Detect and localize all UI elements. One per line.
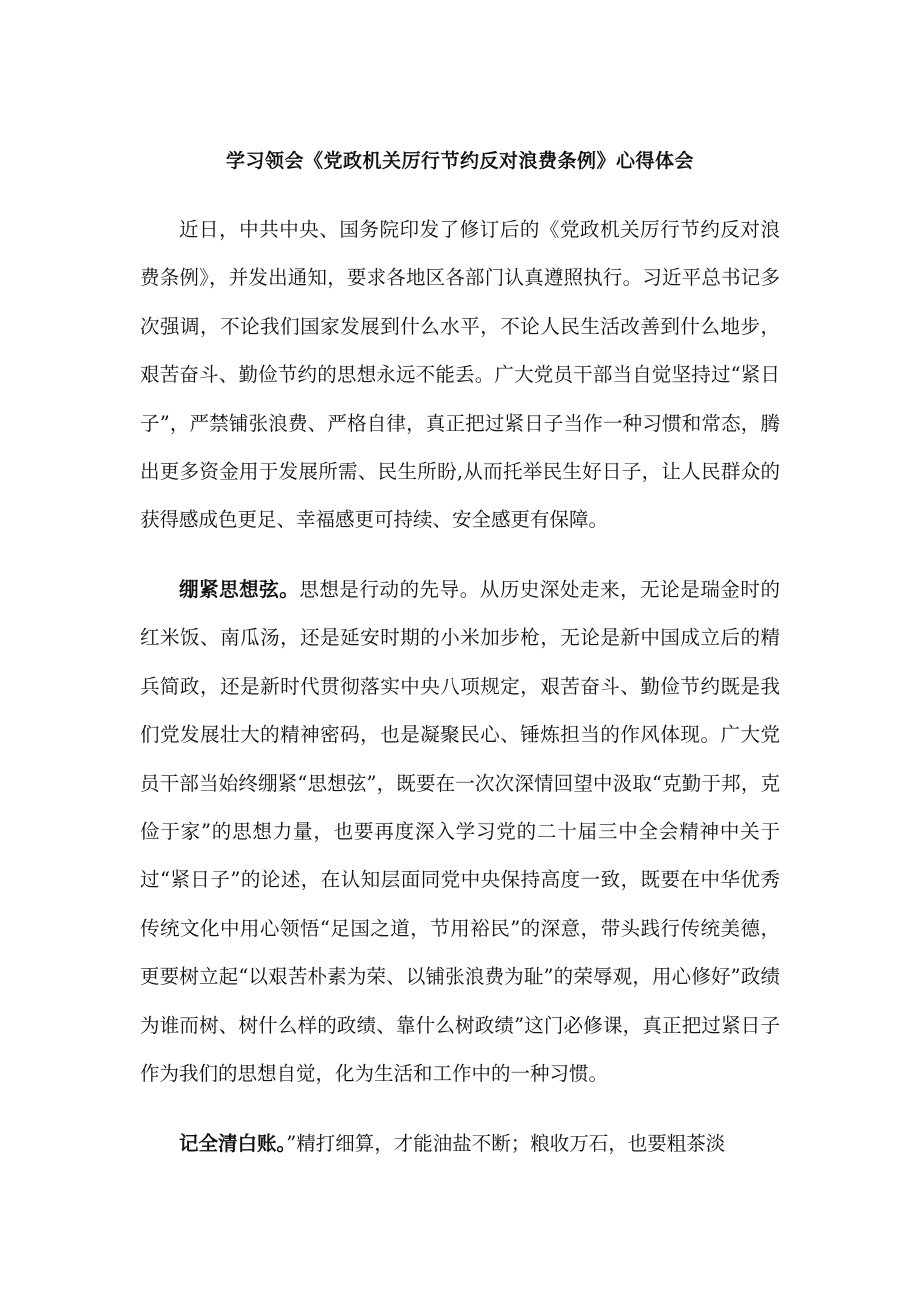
document-title: 学习领会《党政机关厉行节约反对浪费条例》心得体会 — [225, 150, 694, 172]
paragraph-lead: 记全清白账。 — [179, 1132, 287, 1155]
paragraph-body: ”精打细算，才能油盐不断；粮收万石，也要粗茶淡 — [286, 1132, 726, 1155]
paragraph-body: 思想是行动的先导。从历史深处走来，无论是瑞金时的红米饭、南瓜汤，还是延安时期的小米加步枪，无论是新中国成立后的精兵简政，还是新时代贯彻落实中央八项规定，艰苦奋斗、勤俭节约既是我们党发展壮大的精神密码，也是凝聚民心、锤炼担当的作风体现。广大党员干部当始终绷紧“思想弦”，既要在一次次深情回望中汲取“克勤于邦，克俭于家”的思想力量，也要再度深入学习党的二十届三中全会精神中关于过“紧日子”的论述，在认知层面同党中央保持高度一致，既要在中华优秀传统文化中用心领悟“足国之道，节用裕民”的深意，带头践行传统美德，更要树立起“以艰苦朴素为荣、以铺张浪费为耻”的荣辱观，用心修好”政绩为谁而树、树什么样的政绩、靠什么树政绩”这门必修课，真正把过紧日子作为我们的思想自觉，化为生活和工作中的一种习惯。 — [140, 578, 780, 1086]
paragraph-clear-accounts — [140, 1120, 780, 1168]
paragraph-intro — [140, 206, 780, 545]
paragraph-body: 近日，中共中央、国务院印发了修订后的《党政机关厉行节约反对浪费条例》，并发出通知，要求各地区各部门认真遵照执行。习近平总书记多次强调，不论我们国家发展到什么水平，不论人民生活改善到什么地步，艰苦奋斗、勤俭节约的思想永远不能丢。广大党员干部当自觉坚持过“紧日子”，严禁铺张浪费、严格自律，真正把过紧日子当作一种习惯和常态，腾出更多资金用于发展所需、民生所盼,从而托举民生好日子，让人民群众的获得感成色更足、幸福感更可持续、安全感更有保障。 — [140, 218, 780, 532]
paragraph-tighten-mindset — [140, 566, 780, 1098]
paragraph-lead: 绷紧思想弦。 — [179, 578, 300, 601]
